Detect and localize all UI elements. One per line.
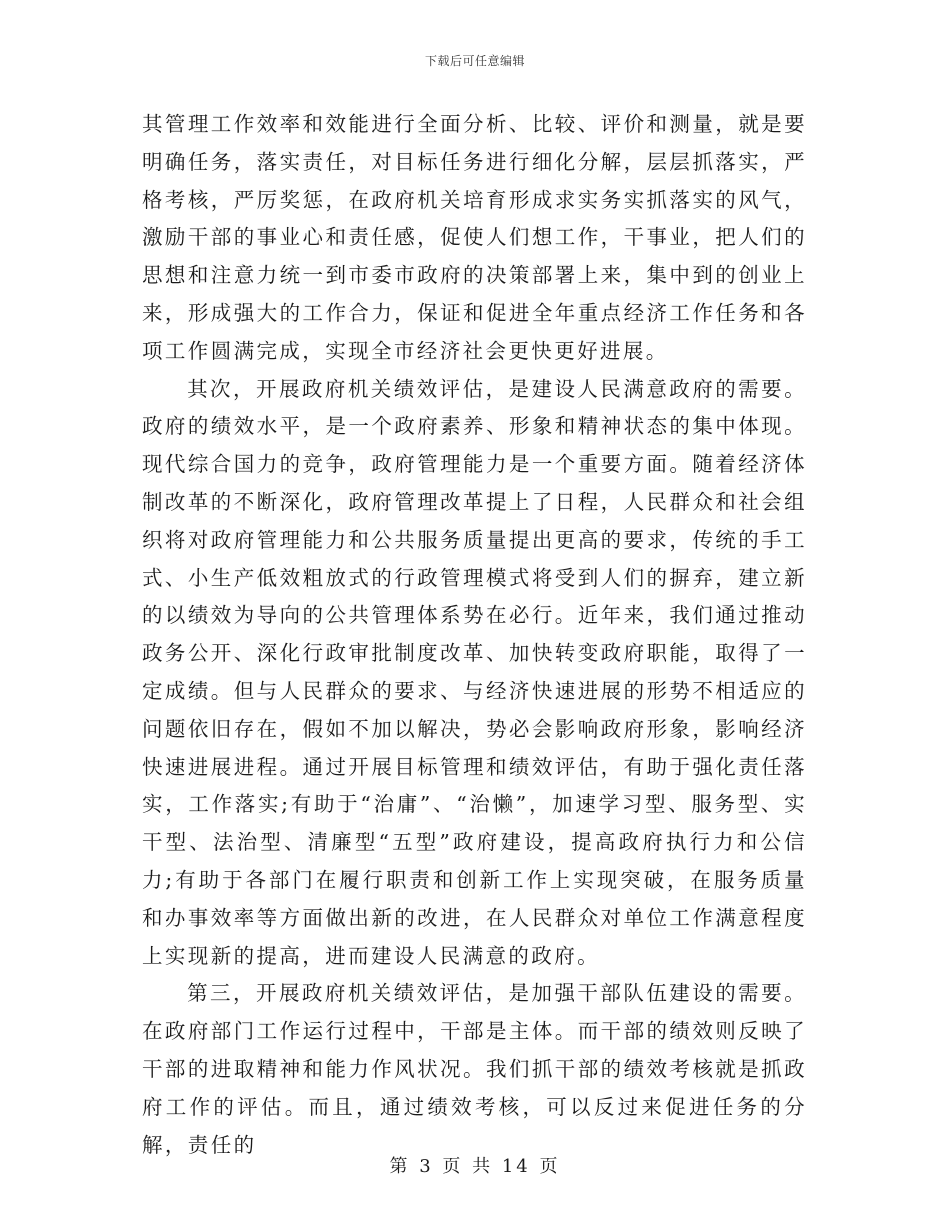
paragraph-2: 其次，开展政府机关绩效评估，是建设人民满意政府的需要。政府的绩效水平，是一个政府素养、形象和精神状态的集中体现。现代综合国力的竞争，政府管理能力是一个重要方面。随着经济体制改革的不断深化，政府管理改革提上了日程，人民群众和社会组织将对政府管理能力和公共服务质量提出更高的要求，传统的手工式、小生产低效粗放式的行政管理模式将受到人们的摒弃，建立新的以绩效为导向的公共管理体系势在必行。近年来，我们通过推动政务公开、深化行政审批制度改革、加快转变政府职能，取得了一定成绩。但与人民群众的要求、与经济快速进展的形势不相适应的问题依旧存在，假如不加以解决，势必会影响政府形象，影响经济快速进展进程。通过开展目标管理和绩效评估，有助于强化责任落实，工作落实;有助于“治庸”、“治懒”，加速学习型、服务型、实干型、法治型、清廉型“五型”政府建设，提高政府执行力和公信力;有助于各部门在履行职责和创新工作上实现突破，在服务质量和办事效率等方面做出新的改进，在人民群众对单位工作满意程度上实现新的提高，进而建设人民满意的政府。 (142, 376, 807, 968)
page-header: 下载后可任意编辑 (424, 54, 525, 68)
paragraph-3: 第三，开展政府机关绩效评估，是加强干部队伍建设的需要。在政府部门工作运行过程中，干部是主体。而干部的绩效则反映了干部的进取精神和能力作风状况。我们抓干部的绩效考核就是抓政府工作的评估。而且，通过绩效考核，可以反过来促进任务的分解，责任的 (142, 981, 807, 1157)
document-body (142, 106, 807, 1164)
page-footer: 第 3 页 共 14 页 (389, 1156, 561, 1177)
paragraph-1: 其管理工作效率和效能进行全面分析、比较、评价和测量，就是要明确任务，落实责任，对目标任务进行细化分解，层层抓落实，严格考核，严厉奖惩，在政府机关培育形成求实务实抓落实的风气，激励干部的事业心和责任感，促使人们想工作，干事业，把人们的思想和注意力统一到市委市政府的决策部署上来，集中到的创业上来，形成强大的工作合力，保证和促进全年重点经济工作任务和各项工作圆满完成，实现全市经济社会更快更好进展。 (142, 112, 807, 363)
